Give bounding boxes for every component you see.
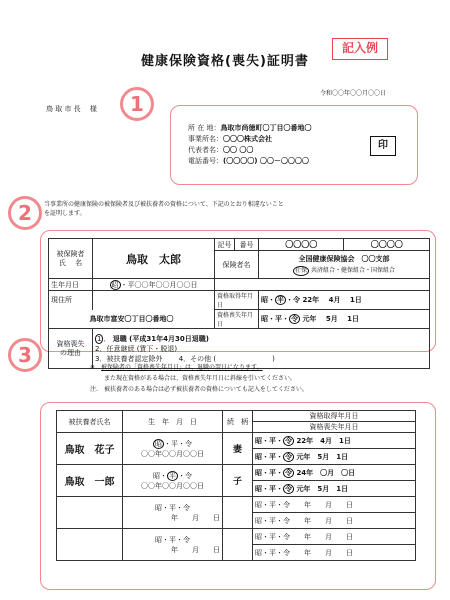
employer-name: 〇〇〇株式会社 <box>223 135 272 143</box>
document-title: 健康保険資格(喪失)証明書 <box>141 54 309 69</box>
dependent-name: 鳥取 花子 <box>57 433 123 465</box>
dependent-dob: 昭 ・平・令 〇〇年〇〇月〇〇日 <box>123 433 223 465</box>
insured-symbol: 〇〇〇〇 <box>259 239 344 251</box>
employer-address: 鳥取市尚徳町〇丁目〇番地〇 <box>220 124 312 132</box>
marker-1: 1 <box>120 87 154 121</box>
insurer: 全国健康保険協会 〇〇支部 社保 共済組合・健保組合・国保組合 <box>259 251 430 279</box>
table-row: 昭・平・令 年 月 日 昭・平・令 年 月 日 <box>57 529 416 545</box>
table-row: 昭・平・令 年 月 日 昭・平・令 年 月 日 <box>57 497 416 513</box>
employer-info: 所 在 地：鳥取市尚徳町〇丁目〇番地〇 事業所名：〇〇〇株式会社 代表者名：〇〇 〇〇 電話番号：(〇〇〇〇) 〇〇－〇〇〇〇 <box>188 124 312 165</box>
dependent-acquired: 昭・平・ 令 24年 〇月 〇日 <box>253 465 416 481</box>
marker-3: 3 <box>8 338 42 372</box>
insured-acquired-date: 昭・ 平 ・令 22年 4月 1日 <box>259 291 430 310</box>
dependent-relation: 妻 <box>223 433 253 465</box>
employer-phone: (〇〇〇〇) 〇〇－〇〇〇〇 <box>223 157 309 165</box>
dependent-relation: 子 <box>223 465 253 497</box>
issue-date: 令和〇〇年〇〇月〇〇日 <box>320 90 387 97</box>
example-stamp: 記入例 <box>332 38 388 60</box>
dependent-name: 鳥取 一郎 <box>57 465 123 497</box>
insured-address: 鳥取市富安〇丁目〇番地〇 <box>49 310 215 329</box>
insured-number: 〇〇〇〇 <box>344 239 430 251</box>
insured-table: 被保険者 氏 名 鳥取 太郎 記号 番号 〇〇〇〇 〇〇〇〇 保険者名 全国健康保険協会 〇〇支部 社保 共済組合・健保組合・国保組合 生年月日 昭 ・平〇〇年〇〇月〇〇日 現住所 資格取得年月日 昭・ 平 ・令 22年 4月 1日 鳥取市富安〇丁目〇番地〇 資格喪失年月日 昭・平・ 令 元年 5月 1日 資格喪失 の理由 1 ． 退職 (平成31年4月30日退職) 2．任意継続 (賃下・脱退) 3．被扶養者認定除外 4．その他 ( ) <box>48 238 430 369</box>
seal-box: 印 <box>370 136 396 156</box>
certification-statement: 当事業所の健康保険の被保険者及び被扶養者の資格について、下記のとおり相違ないこと を証明します。 <box>44 201 284 217</box>
table-row <box>57 433 416 449</box>
dependent-acquired: 昭・平・ 令 22年 4月 1日 <box>253 433 416 449</box>
representative-name: 〇〇 〇〇 <box>223 146 254 154</box>
dependent-lost: 昭・平・ 令 元年 5月 1日 <box>253 481 416 497</box>
dependent-dob: 昭・ 平 ・令 〇〇年〇〇月〇〇日 <box>123 465 223 497</box>
insured-dob: 昭 ・平〇〇年〇〇月〇〇日 <box>93 279 215 291</box>
addressee: 鳥 取 市 長 様 <box>46 105 97 113</box>
dependents-table: 被扶養者氏名 生 年 月 日 続 柄 資格取得年月日 資格喪失年月日 鳥取 花子 昭 ・平・令 〇〇年〇〇月〇〇日 妻 昭・平・ 令 22年 4月 1日 昭・平・ 令 元年 5月 1日 鳥取 一郎 昭・ 平 ・令 〇〇年〇〇月〇〇日 子 昭・平・ 令 24年 〇月 〇日 昭・平・ 令 元年 5月 1日 昭・平・令 年 月 日 昭・平・令 年 月 日 昭・平・令 年 月 日 昭・平・令 年 月 日 昭・平・令 年 月 日 昭・平・令 年 月 日 <box>56 410 416 561</box>
marker-2: 2 <box>8 196 42 230</box>
insured-lost-date: 昭・平・ 令 元年 5月 1日 <box>259 310 430 329</box>
insured-name: 鳥取 太郎 <box>93 239 215 279</box>
notes: ※ 被保険者の「資格喪失年月日」は、退職の翌日になります。 また現在資格がある場合は、資格喪失年月日に斜線を引いてください。 注. 被扶養者のある場合は必ず被扶養者の資格についても記入をしてください。 <box>90 364 308 393</box>
table-row <box>57 465 416 481</box>
dependent-lost: 昭・平・ 令 元年 5月 1日 <box>253 449 416 465</box>
loss-reasons: 1 ． 退職 (平成31年4月30日退職) 2．任意継続 (賃下・脱退) 3．被扶養者認定除外 4．その他 ( ) <box>93 329 430 369</box>
